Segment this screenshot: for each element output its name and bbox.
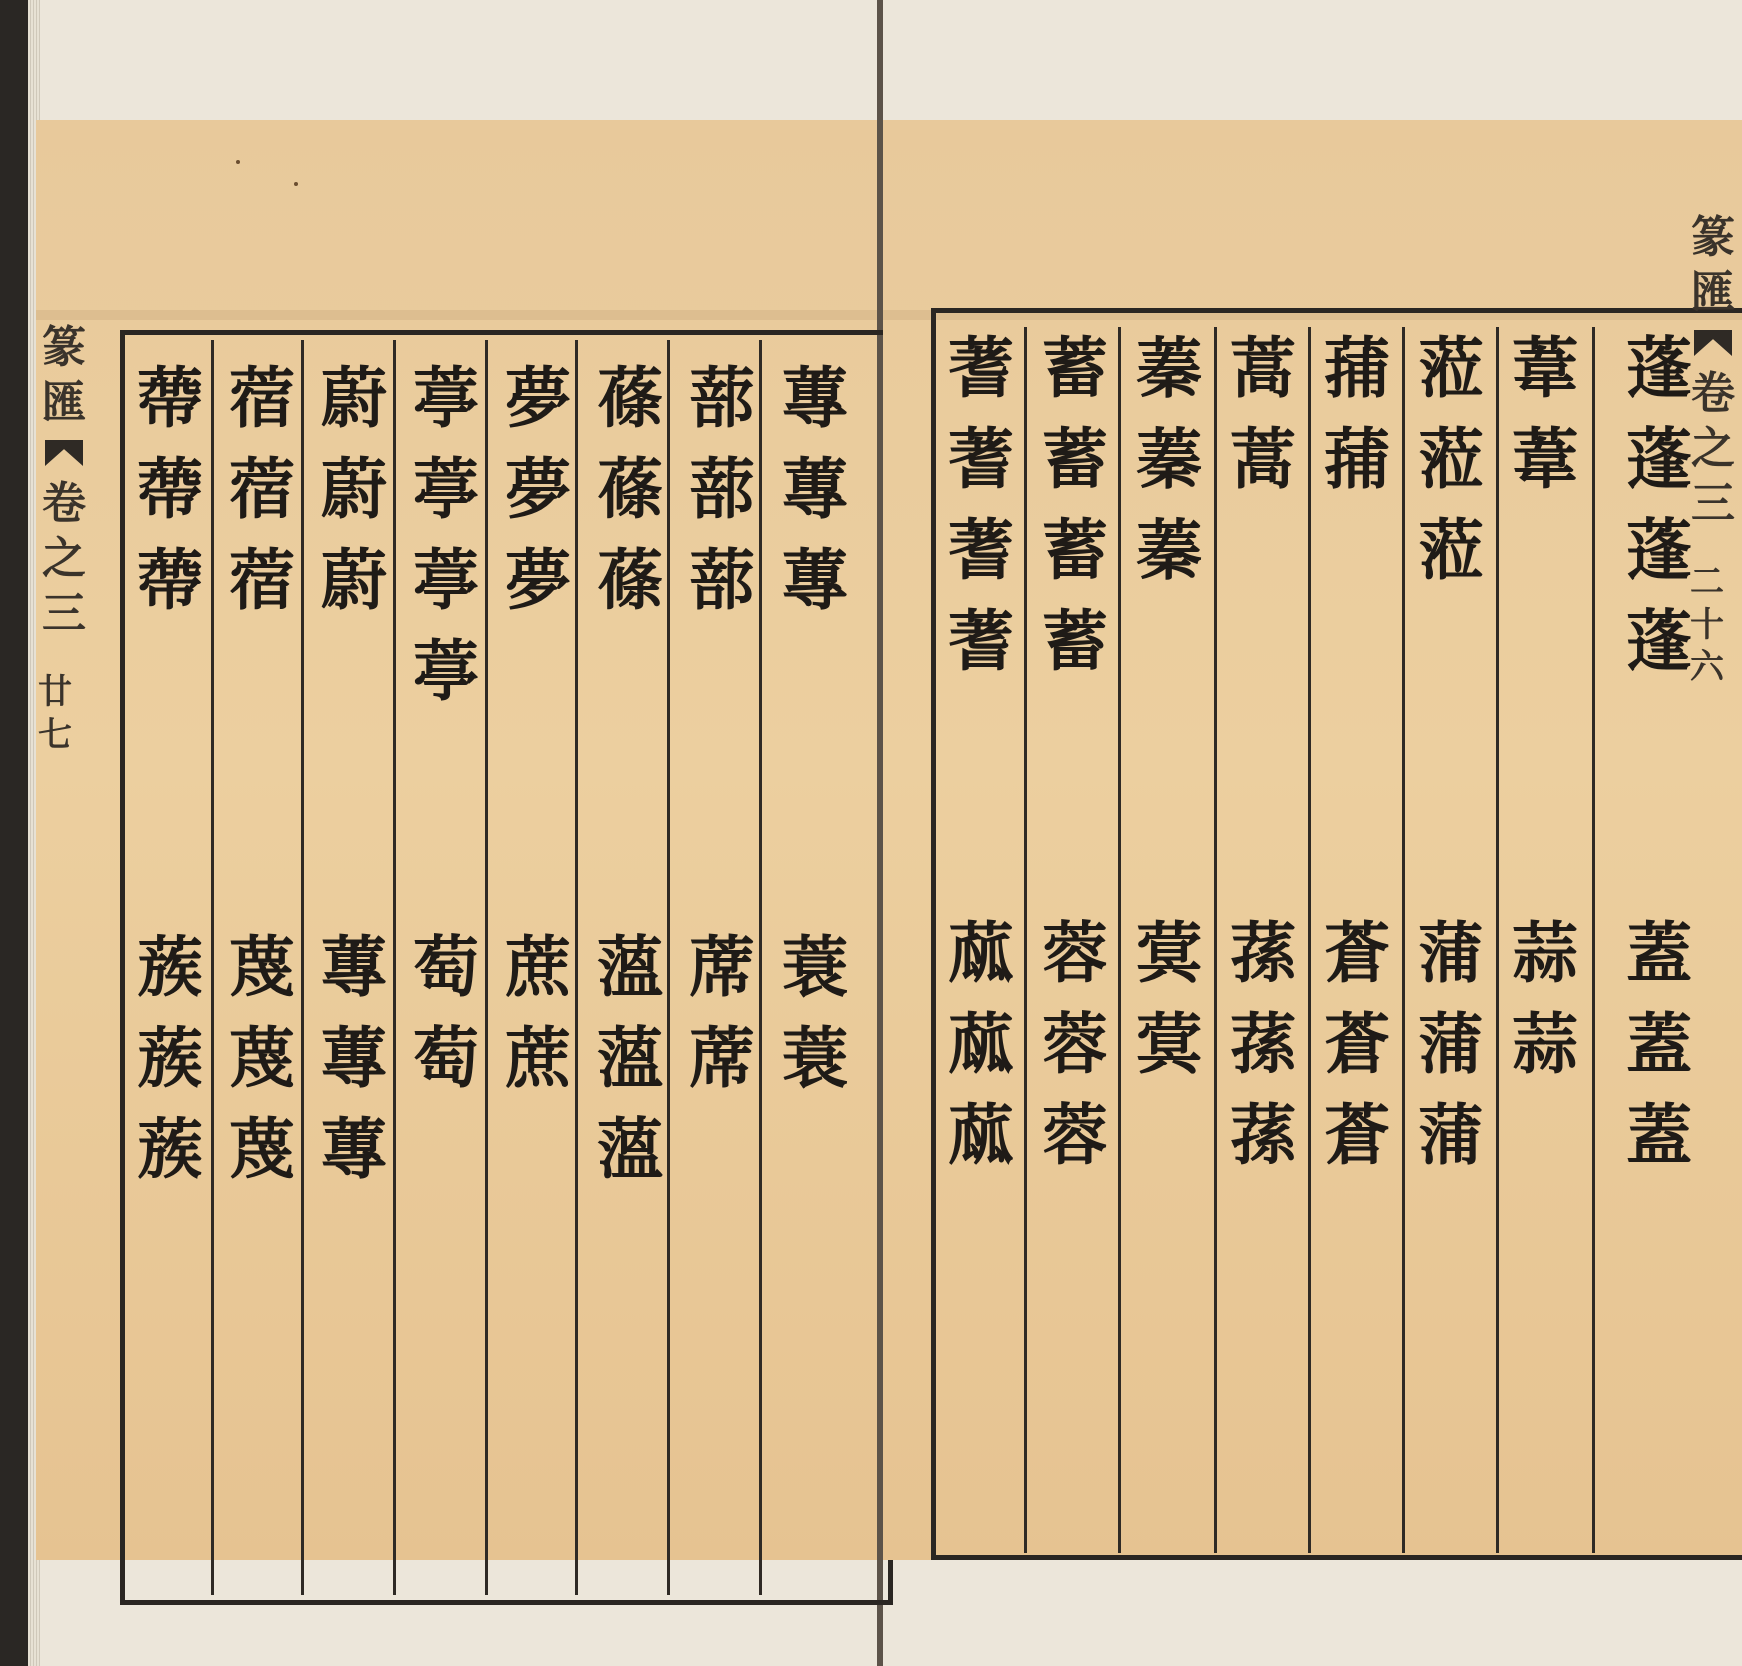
blank-endpaper-top-left	[40, 0, 877, 120]
seal-form: 蓁	[1136, 511, 1202, 590]
seal-form: 蓴	[321, 1019, 387, 1098]
entry-column	[493, 353, 583, 626]
column-rule	[1214, 327, 1217, 1553]
seal-form: 蔗	[505, 1019, 571, 1098]
entry-heading: 蔕	[137, 359, 203, 437]
entry-column	[1312, 323, 1402, 505]
entry-heading: 蓄	[1042, 329, 1108, 407]
seal-form: 蓴	[782, 450, 848, 529]
entry-column	[1030, 323, 1120, 687]
entry-heading: 葦	[1512, 329, 1578, 407]
entry-heading: 蔟	[137, 928, 203, 1006]
entry-heading: 薀	[597, 928, 663, 1006]
entry-column	[1614, 908, 1704, 1181]
seal-form: 蔟	[137, 1110, 203, 1189]
ink-speck	[236, 160, 240, 164]
entry-heading: 蓉	[1042, 914, 1108, 992]
seal-form: 蓉	[1042, 1096, 1108, 1175]
seal-form: 蓧	[597, 450, 663, 529]
seal-form: 蓧	[597, 541, 663, 620]
seal-form: 蓋	[1626, 1005, 1692, 1084]
entry-heading: 蒲	[1418, 914, 1484, 992]
seal-form: 蓁	[1136, 420, 1202, 499]
seal-form: 蓿	[229, 541, 295, 620]
margin-char: 篆	[1691, 212, 1735, 263]
seal-form: 蓄	[1042, 602, 1108, 681]
entry-column	[1218, 323, 1308, 505]
seal-form: 蒼	[1324, 1005, 1390, 1084]
entry-heading: 蓂	[1136, 914, 1202, 992]
seal-form: 蓂	[1136, 1005, 1202, 1084]
blank-endpaper-top-right	[883, 0, 1742, 120]
seal-form: 蔕	[137, 450, 203, 529]
entry-heading: 蓿	[229, 359, 295, 437]
seal-form: 葶	[413, 541, 479, 620]
seal-form: 薀	[597, 1110, 663, 1189]
entry-heading: 蓍	[948, 329, 1014, 407]
entry-column	[1124, 323, 1214, 596]
entry-column	[493, 922, 583, 1104]
entry-heading: 蓑	[782, 928, 848, 1006]
entry-heading: 蔀	[689, 359, 755, 437]
left-margin-strip	[38, 320, 90, 756]
entry-heading: 蓴	[782, 359, 848, 437]
fishtail-mark-icon	[1694, 330, 1732, 356]
seal-form: 蒲	[1418, 1096, 1484, 1175]
column-rule	[1402, 327, 1405, 1553]
entry-column	[677, 922, 767, 1104]
entry-column	[770, 922, 860, 1104]
margin-char: 卷	[42, 478, 86, 529]
seal-form: 蒱	[1324, 420, 1390, 499]
entry-heading: 蓆	[689, 928, 755, 1006]
seal-form: 蓀	[1230, 1096, 1296, 1175]
seal-form: 蓉	[1042, 1005, 1108, 1084]
seal-form: 蒼	[1324, 1096, 1390, 1175]
fold-shadow	[36, 310, 877, 320]
entry-heading: 萄	[413, 928, 479, 1006]
margin-char: 篆	[42, 322, 86, 373]
margin-char: 之	[1691, 423, 1735, 474]
entry-heading: 蓬	[1626, 329, 1692, 407]
entry-column	[1406, 323, 1496, 596]
seal-form: 蔕	[137, 541, 203, 620]
seal-form: 蔑	[229, 1019, 295, 1098]
seal-form: 蔚	[321, 541, 387, 620]
entry-heading: 蓏	[948, 914, 1014, 992]
right-margin-strip	[1690, 210, 1736, 689]
entry-column	[770, 353, 860, 626]
seal-form: 蔀	[689, 450, 755, 529]
seal-form: 蒲	[1418, 1005, 1484, 1084]
seal-form: 蓄	[1042, 511, 1108, 590]
margin-char: 匯	[42, 377, 86, 428]
entry-heading: 蔚	[321, 359, 387, 437]
left-leaf	[36, 120, 877, 1560]
ink-speck	[294, 182, 298, 186]
entry-heading: 蒜	[1512, 914, 1578, 992]
entry-heading: 葶	[413, 359, 479, 437]
seal-form: 蓑	[782, 1019, 848, 1098]
seal-form: 蓿	[229, 450, 295, 529]
left-text-frame	[120, 330, 893, 1605]
entry-heading: 夢	[505, 359, 571, 437]
entry-column	[1500, 908, 1590, 1090]
seal-form: 蒞	[1418, 511, 1484, 590]
seal-form: 蓏	[948, 1005, 1014, 1084]
entry-column	[585, 353, 675, 626]
entry-heading: 蓴	[321, 928, 387, 1006]
entry-column	[677, 353, 767, 626]
seal-form: 蔚	[321, 450, 387, 529]
entry-column	[309, 922, 399, 1195]
seal-form: 蓄	[1042, 420, 1108, 499]
page-number: 廿七	[38, 672, 72, 755]
entry-heading: 蓀	[1230, 914, 1296, 992]
entry-column	[1218, 908, 1308, 1181]
column-rule	[1308, 327, 1311, 1553]
entry-column	[309, 353, 399, 626]
entry-column	[936, 323, 1026, 687]
page-number: 二十六	[1690, 562, 1724, 687]
margin-char: 匯	[1691, 267, 1735, 318]
entry-heading: 蓧	[597, 359, 663, 437]
margin-char: 之	[42, 533, 86, 584]
entry-column	[401, 922, 491, 1104]
seal-form: 蒜	[1512, 1005, 1578, 1084]
seal-form: 蓀	[1230, 1005, 1296, 1084]
margin-char: 三	[42, 588, 86, 639]
entry-column	[125, 922, 215, 1195]
entry-column	[1406, 908, 1496, 1181]
entry-column	[401, 353, 491, 717]
entry-heading: 蓁	[1136, 329, 1202, 407]
entry-heading: 蓋	[1626, 914, 1692, 992]
seal-form: 蓏	[948, 1096, 1014, 1175]
entry-heading: 蒿	[1230, 329, 1296, 407]
seal-form: 葦	[1512, 420, 1578, 499]
blank-endpaper-bottom-right	[883, 1560, 1742, 1666]
seal-form: 蓋	[1626, 1096, 1692, 1175]
entry-heading: 蔑	[229, 928, 295, 1006]
seal-form: 蓍	[948, 602, 1014, 681]
seal-form: 蓍	[948, 420, 1014, 499]
column-rule	[1496, 327, 1499, 1553]
margin-char: 三	[1691, 478, 1735, 529]
seal-form: 蓬	[1626, 602, 1692, 681]
fishtail-mark-icon	[45, 440, 83, 466]
seal-form: 蓴	[782, 541, 848, 620]
entry-heading: 蒱	[1324, 329, 1390, 407]
seal-form: 葶	[413, 632, 479, 711]
entry-heading: 蒞	[1418, 329, 1484, 407]
column-rule	[1592, 327, 1595, 1553]
margin-char: 卷	[1691, 368, 1735, 419]
entry-column	[217, 922, 307, 1195]
seal-form: 蔀	[689, 541, 755, 620]
entry-column	[1312, 908, 1402, 1181]
seal-form: 葶	[413, 450, 479, 529]
entry-column	[1124, 908, 1214, 1090]
entry-column	[1500, 323, 1590, 505]
seal-form: 萄	[413, 1019, 479, 1098]
seal-form: 蒞	[1418, 420, 1484, 499]
entry-column	[217, 353, 307, 626]
entry-column	[125, 353, 215, 626]
seal-form: 夢	[505, 450, 571, 529]
entry-heading: 蒼	[1324, 914, 1390, 992]
seal-form: 蓬	[1626, 420, 1692, 499]
entry-column	[585, 922, 675, 1195]
right-text-frame	[931, 308, 1742, 1560]
seal-form: 蓆	[689, 1019, 755, 1098]
seal-form: 蓍	[948, 511, 1014, 590]
seal-form: 薀	[597, 1019, 663, 1098]
entry-column	[936, 908, 1026, 1181]
entry-heading: 蔗	[505, 928, 571, 1006]
seal-form: 蔑	[229, 1110, 295, 1189]
seal-form: 蓴	[321, 1110, 387, 1189]
seal-form: 蔟	[137, 1019, 203, 1098]
right-leaf	[883, 120, 1742, 1560]
entry-column	[1030, 908, 1120, 1181]
seal-form: 夢	[505, 541, 571, 620]
seal-form: 蒿	[1230, 420, 1296, 499]
seal-form: 蓬	[1626, 511, 1692, 590]
